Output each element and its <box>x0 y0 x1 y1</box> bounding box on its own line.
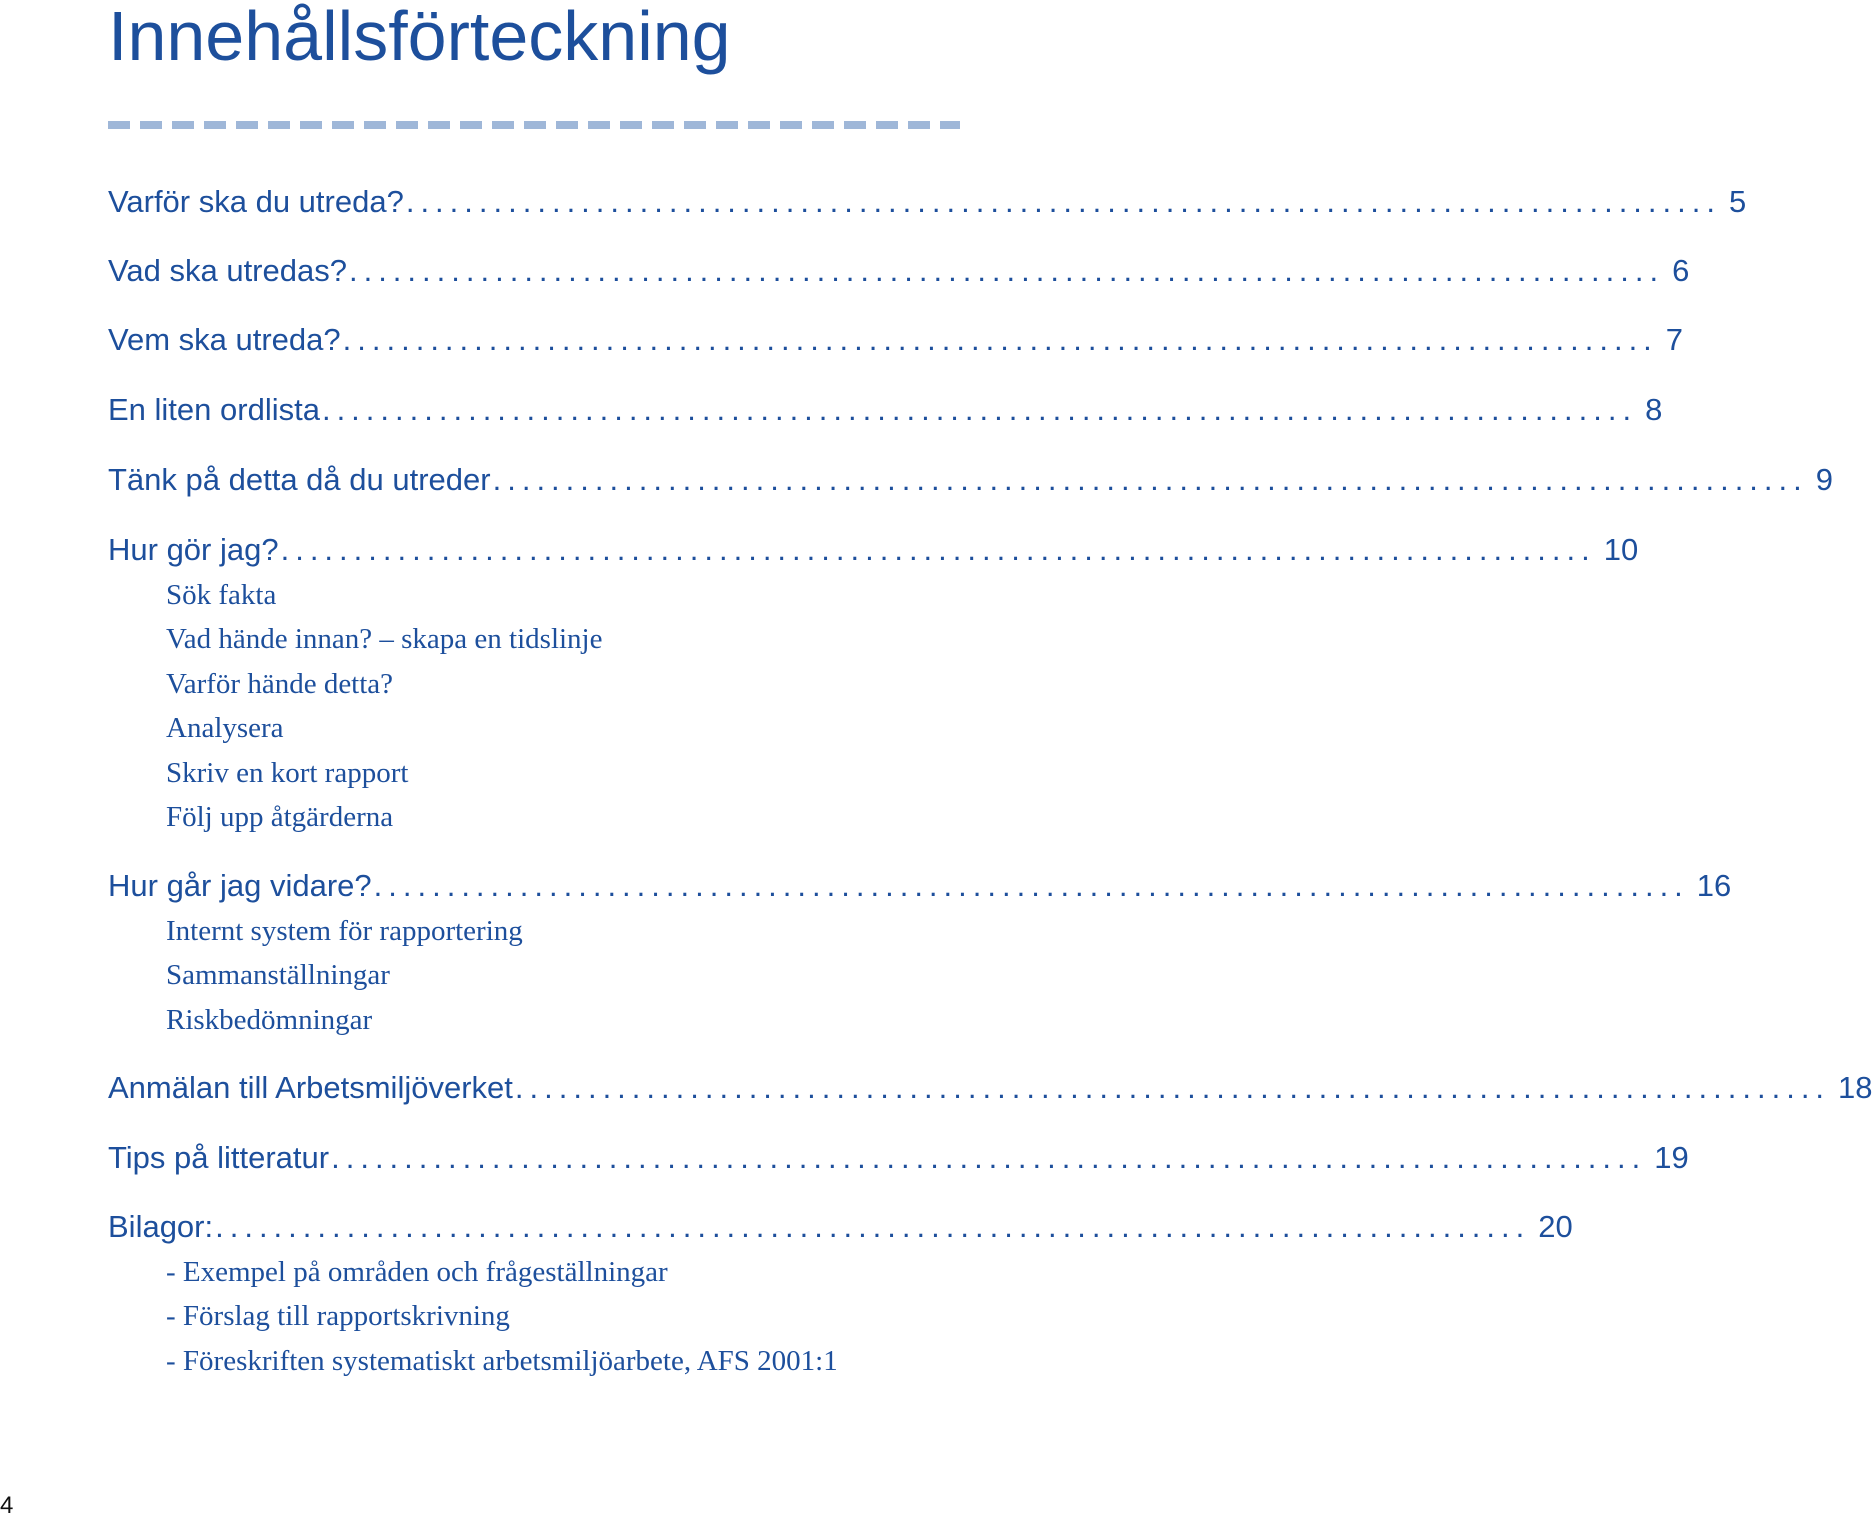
toc-entry-title: Tänk på detta då du utreder <box>108 462 491 497</box>
toc-subitem: Analysera <box>166 712 284 744</box>
toc-entry-bilagor[interactable] <box>108 1205 1573 1249</box>
toc-entry-title: Vad ska utredas? <box>108 253 347 288</box>
toc-dot-leader: .......................................................................................... <box>331 1140 1647 1175</box>
toc-dot-leader: .......................................................................................... <box>514 1070 1831 1105</box>
toc-subitem: - Föreskriften systematiskt arbetsmiljöarbete, AFS 2001:1 <box>166 1345 838 1377</box>
toc-subitem: Sammanställningar <box>166 959 390 991</box>
toc-entry-anmalan-till-arbetsmiljoverket[interactable] <box>108 1066 1873 1110</box>
toc-entry-varfor-ska-du-utreda[interactable] <box>108 180 1747 224</box>
toc-entry-title: En liten ordlista <box>108 392 320 427</box>
toc-entry-page: 9 <box>1815 462 1834 497</box>
toc-subitem: Följ upp åtgärderna <box>166 801 394 833</box>
toc-dot-leader: .......................................................................................... <box>280 532 1596 567</box>
toc-entry-title: Vem ska utreda? <box>108 322 341 357</box>
toc-subitem: Skriv en kort rapport <box>166 757 409 789</box>
toc-dot-leader: .......................................................................................... <box>342 322 1658 357</box>
toc-dot-leader: .......................................................................................... <box>492 462 1808 497</box>
toc-subitem: Sök fakta <box>166 579 277 611</box>
toc-subitem: Varför hände detta? <box>166 668 394 700</box>
toc-entry-tank-pa-detta[interactable] <box>108 458 1834 502</box>
toc-entry-title: Bilagor: <box>108 1209 214 1244</box>
toc-dot-leader: .......................................................................................... <box>405 184 1721 219</box>
toc-entry-page: 5 <box>1728 184 1747 219</box>
toc-entry-page: 16 <box>1696 868 1732 903</box>
toc-dot-leader: .......................................................................................... <box>373 868 1689 903</box>
toc-entry-title: Hur gör jag? <box>108 532 279 567</box>
toc-entry-page: 6 <box>1672 253 1690 288</box>
toc-entry-page: 19 <box>1654 1140 1689 1175</box>
page-title: Innehållsförteckning <box>108 0 731 75</box>
toc-dot-leader: .......................................................................................... <box>215 1209 1531 1244</box>
toc-entry-title: Tips på litteratur <box>108 1140 330 1175</box>
toc-entry-title: Varför ska du utreda? <box>108 184 404 219</box>
toc-subitem: Internt system för rapportering <box>166 915 523 947</box>
toc-subitem: - Exempel på områden och frågeställningar <box>166 1256 668 1288</box>
toc-entry-hur-gar-jag-vidare[interactable] <box>108 864 1732 908</box>
toc-entry-vad-ska-utredas[interactable] <box>108 249 1690 293</box>
toc-dot-leader: .......................................................................................... <box>321 392 1638 427</box>
toc-entry-page: 18 <box>1838 1070 1873 1105</box>
title-dashed-rule <box>108 121 960 129</box>
toc-dot-leader: .......................................................................................... <box>348 253 1665 288</box>
toc-entry-vem-ska-utreda[interactable] <box>108 318 1684 362</box>
toc-entry-tips-pa-litteratur[interactable] <box>108 1136 1689 1180</box>
toc-entry-page: 20 <box>1538 1209 1573 1244</box>
toc-subitem: Riskbedömningar <box>166 1004 373 1036</box>
toc-entry-title: Anmälan till Arbetsmiljöverket <box>108 1070 513 1105</box>
toc-entry-page: 7 <box>1665 322 1684 357</box>
toc-entry-en-liten-ordlista[interactable] <box>108 388 1663 432</box>
toc-subitem: Vad hände innan? – skapa en tidslinje <box>166 623 603 655</box>
toc-entry-page: 10 <box>1603 532 1639 567</box>
toc-subitem: - Förslag till rapportskrivning <box>166 1300 510 1332</box>
toc-entry-hur-gor-jag[interactable] <box>108 528 1639 572</box>
page-number: 4 <box>0 1492 14 1519</box>
toc-entry-title: Hur går jag vidare? <box>108 868 372 903</box>
toc-entry-page: 8 <box>1645 392 1663 427</box>
